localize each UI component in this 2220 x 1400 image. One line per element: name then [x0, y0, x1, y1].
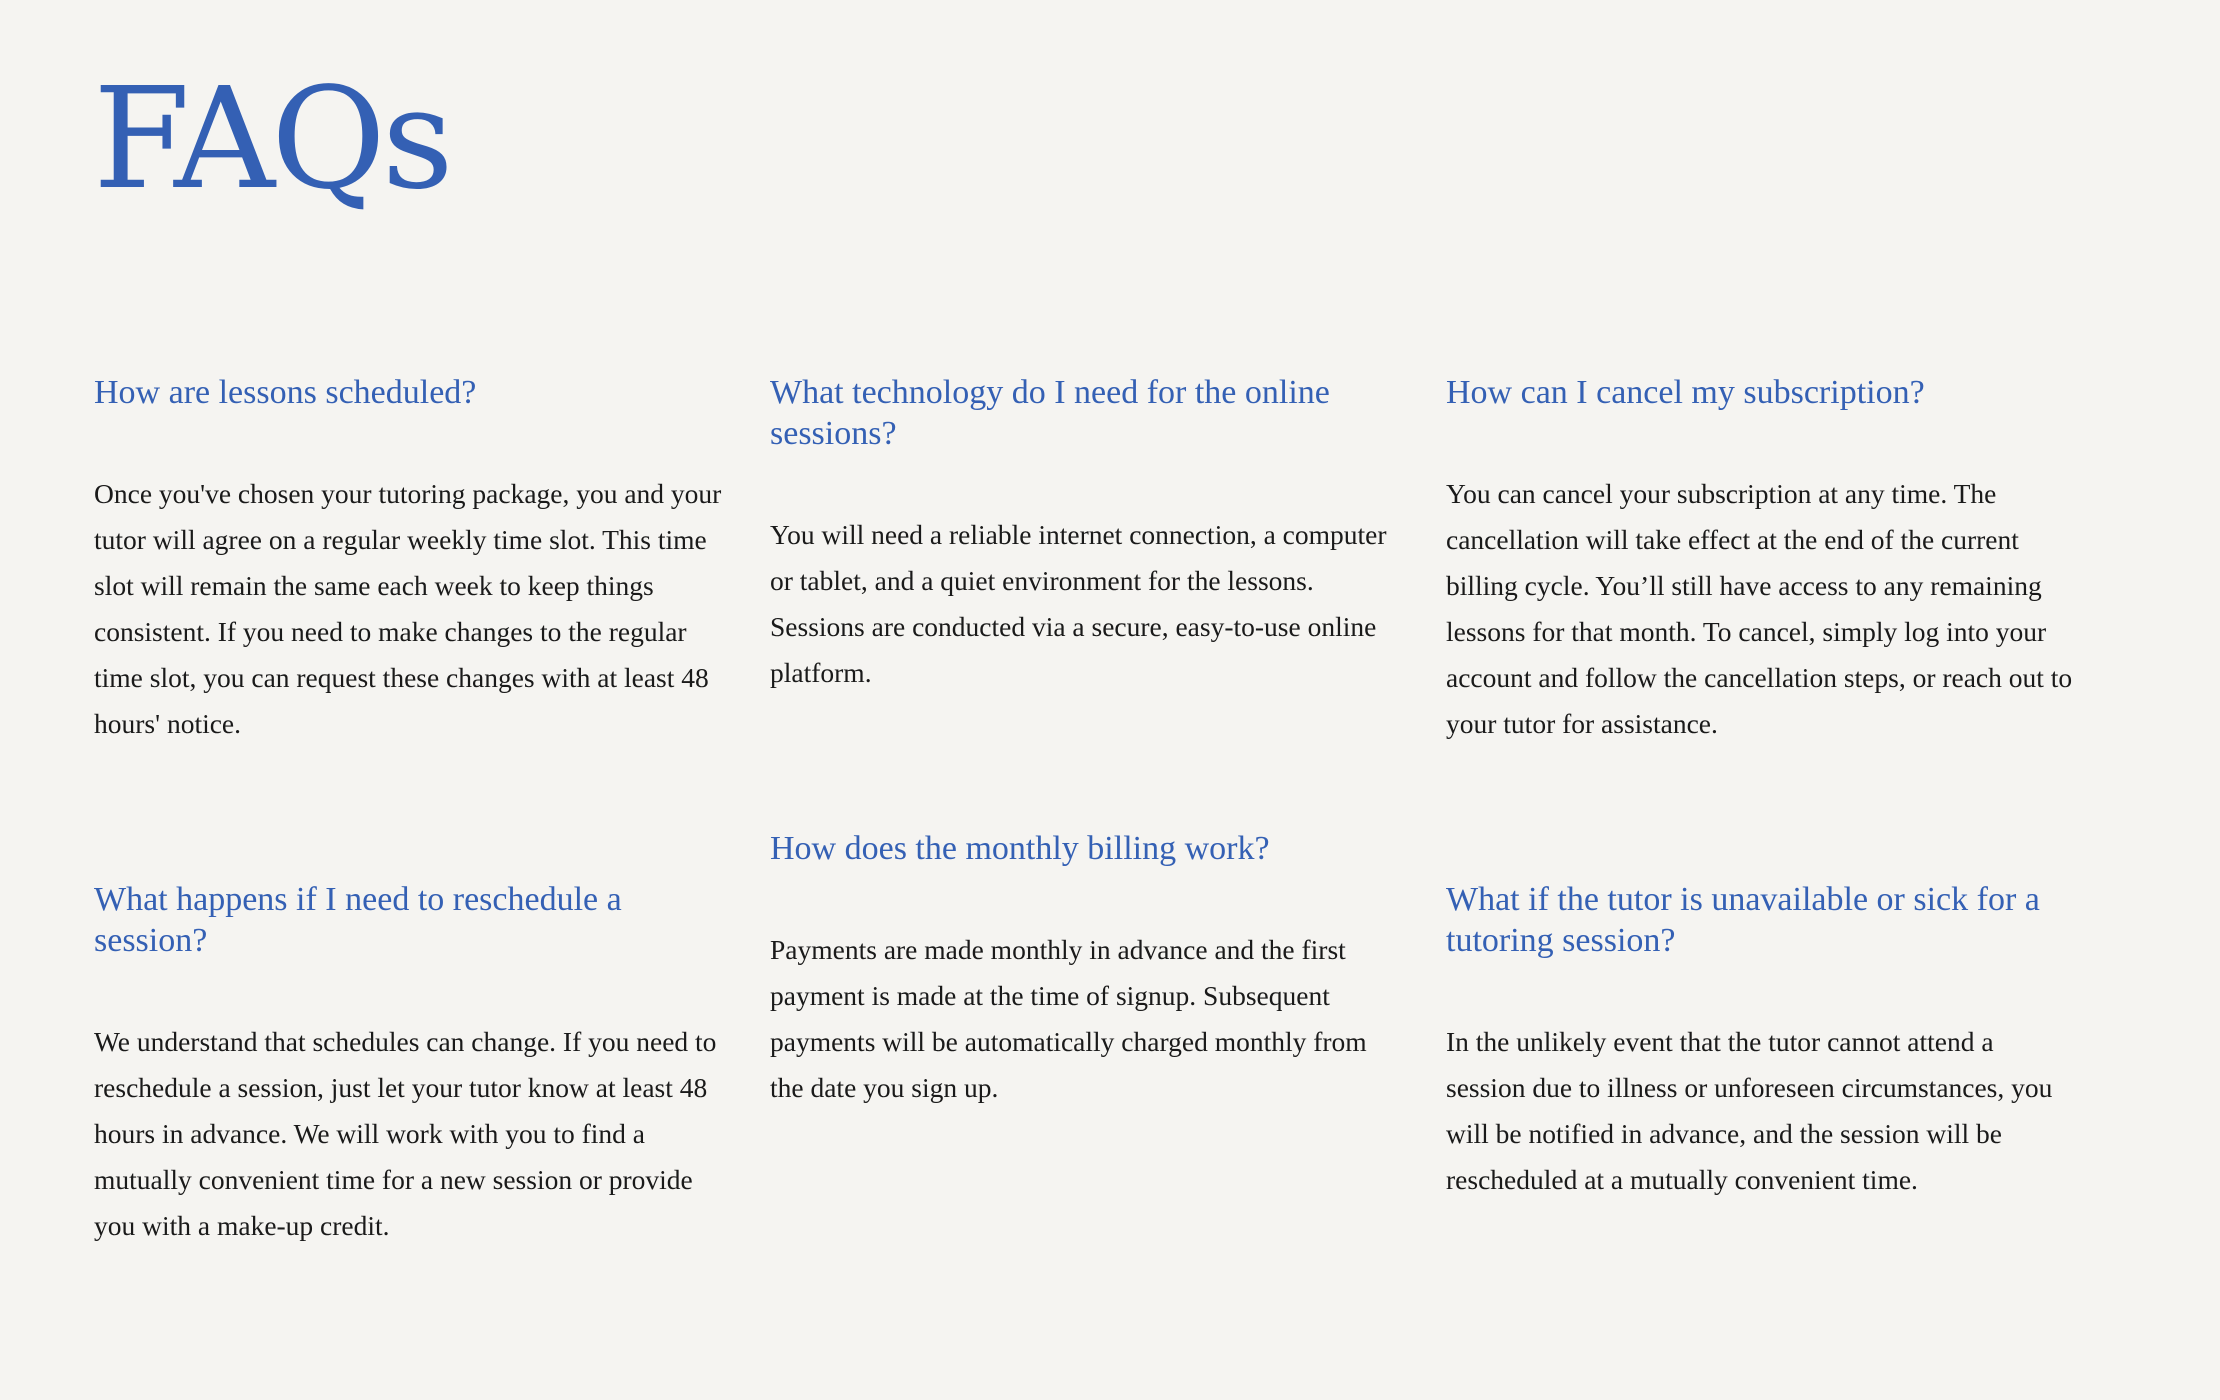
- faq-answer: We understand that schedules can change. If you need to reschedule a session, just let your tutor know at least 48 hours in advance. We will work with you to find a mutually convenient time for a new session or provide you with a make-up credit.: [94, 1026, 717, 1241]
- faq-question: How can I cancel my subscription?: [1446, 374, 1925, 411]
- faq-item-lesson-scheduling: [94, 372, 724, 747]
- faq-answer: Payments are made monthly in advance and the first payment is made at the time of signup. Subsequent payments will be automatically charged monthly from the date you sign up.: [770, 934, 1367, 1103]
- faq-item-cancel-subscription: [1446, 372, 2076, 747]
- faq-item-monthly-billing: [770, 828, 1400, 1111]
- faq-question: What happens if I need to reschedule a session?: [94, 881, 622, 959]
- faq-answer: Once you've chosen your tutoring package, you and your tutor will agree on a regular weekly time slot. This time slot will remain the same each week to keep things consistent. If you need to make changes to the regular time slot, you can request these changes with at least 48 hours' notice.: [94, 478, 722, 739]
- faq-question: What if the tutor is unavailable or sick for a tutoring session?: [1446, 881, 2040, 959]
- faq-question: What technology do I need for the online sessions?: [770, 374, 1330, 452]
- faq-answer: You can cancel your subscription at any time. The cancellation will take effect at the end of the current billing cycle. You’ll still have access to any remaining lessons for that month. To cancel, simply log into your account and follow the cancellation steps, or reach out to your tutor for assistance.: [1446, 478, 2073, 739]
- faq-question: How does the monthly billing work?: [770, 830, 1270, 867]
- faq-answer: You will need a reliable internet connection, a computer or tablet, and a quiet environment for the lessons. Sessions are conducted via a secure, easy-to-use online platform.: [770, 519, 1387, 688]
- faq-question: How are lessons scheduled?: [94, 374, 477, 411]
- faq-item-tutor-unavailable: [1446, 879, 2076, 1203]
- page-title: FAQs: [93, 58, 450, 221]
- faq-item-reschedule: [94, 879, 724, 1249]
- faq-answer: In the unlikely event that the tutor cannot attend a session due to illness or unforeseen circumstances, you will be notified in advance, and the session will be rescheduled at a mutually convenient time.: [1446, 1026, 2053, 1195]
- faq-item-technology: [770, 372, 1400, 696]
